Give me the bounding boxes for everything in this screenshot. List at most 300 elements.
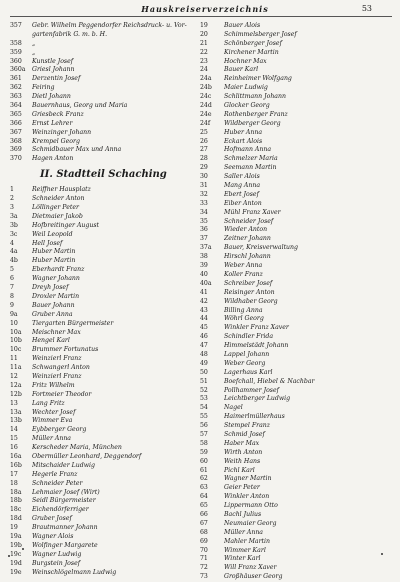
entry-name: Mitschaider Ludwig (32, 461, 95, 469)
entry-row (10, 284, 192, 293)
entry-number: 357 (10, 22, 22, 29)
entry-number: 38 (200, 253, 208, 261)
entry-name: Schreiber Josef (224, 279, 273, 287)
entry-name: Haber Max (224, 439, 260, 447)
entry-row (200, 22, 390, 31)
entry-name: Eckart Alois (224, 137, 263, 145)
entry-name: Wechter Josef (32, 408, 76, 416)
entry-number: 53 (200, 395, 208, 403)
entry-number: 358 (10, 39, 22, 47)
entry-name: Kerscheder Maria, München (32, 444, 122, 452)
entry-name: Eberhardt Franz (32, 266, 85, 274)
entry-number: 1 (10, 186, 14, 194)
entry-name: Kunstle Josef (32, 57, 74, 65)
entry-row (10, 489, 192, 498)
entry-number: 55 (200, 413, 208, 421)
entry-row (200, 298, 390, 307)
entry-row (200, 164, 390, 173)
entry-row (200, 547, 390, 556)
entry-row (200, 218, 390, 227)
entry-row (200, 191, 390, 200)
entry-number: 10a (10, 328, 22, 336)
scan-speck (381, 553, 383, 555)
entry-number: 42 (200, 297, 208, 305)
entry-row (200, 333, 390, 342)
entry-number: 360a (10, 66, 26, 74)
entry-name: Schneider Josef (224, 217, 274, 225)
entry-name: Huber Anna (224, 128, 263, 136)
right-main-list (200, 22, 390, 582)
entry-row (200, 529, 390, 538)
entry-name: Stempel Franz (224, 422, 271, 430)
entry-name: Hegerle Franz (32, 470, 78, 478)
entry-name: Wimmer Eva (32, 417, 73, 425)
entry-row (200, 75, 390, 84)
entry-row (200, 458, 390, 467)
scan-speck (22, 548, 24, 550)
entry-name: Tiergarten Bürgermeister (32, 319, 114, 327)
entry-number: 11 (10, 355, 18, 363)
entry-number: 3a (10, 212, 18, 220)
entry-number: 37a (200, 244, 212, 252)
entry-row (10, 311, 192, 320)
entry-name: Bauer, Kreisverwaltung (224, 244, 298, 252)
entry-number: 24e (200, 110, 212, 118)
entry-row (200, 253, 390, 262)
entry-name: Mahler Martin (224, 537, 271, 545)
entry-name: Löllinger Peter (32, 204, 79, 212)
entry-number: 56 (200, 422, 208, 430)
entry-name: Griesbeck Franz (32, 110, 84, 118)
entry-row (200, 369, 390, 378)
entry-row (10, 337, 192, 346)
entry-name: Meischner Max (32, 328, 81, 336)
entry-number: 36 (200, 226, 208, 234)
entry-name: Haimerlmüllerhaus (224, 413, 285, 421)
entry-name: Krempel Georg (32, 137, 80, 145)
entry-row (200, 200, 390, 209)
entry-name: Derzentin Josef (32, 75, 81, 83)
entry-row (10, 275, 192, 284)
entry-row (10, 58, 192, 67)
entry-number: 367 (10, 128, 22, 136)
entry-number: 52 (200, 386, 208, 394)
entry-row (200, 449, 390, 458)
entry-number: 16 (10, 444, 18, 452)
entry-name: Obermüller Leonhard, Deggendorf (32, 452, 142, 460)
entry-row (10, 364, 192, 373)
entry-name: Himmelstädt Johann (224, 342, 289, 350)
right-column (200, 22, 390, 582)
entry-name: Koller Franz (224, 270, 263, 278)
entry-name: Schmelzer Maria (224, 155, 278, 163)
entry-row (10, 146, 192, 155)
entry-name: Lappel Johann (224, 350, 270, 358)
entry-number: 28 (200, 155, 208, 163)
entry-number: 12b (10, 390, 22, 398)
entry-number: 25 (200, 128, 208, 136)
entry-name: Hagen Anton (32, 155, 74, 163)
entry-number: 10c (10, 346, 22, 354)
entry-name: Kirchener Martin (224, 48, 279, 56)
entry-number: 26 (200, 137, 208, 145)
entry-name: Lang Fritz (32, 399, 65, 407)
entry-row (200, 502, 390, 511)
entry-row (10, 195, 192, 204)
entry-number: 66 (200, 510, 208, 518)
entry-number: 67 (200, 519, 208, 527)
entry-row (200, 467, 390, 476)
entry-number: 366 (10, 119, 22, 127)
entry-name: Weinschlögelmann Ludwig (32, 568, 117, 576)
entry-name: Weith Hans (224, 457, 261, 465)
entry-number: 369 (10, 146, 22, 154)
entry-name: Reinheimer Wolfgang (224, 75, 292, 83)
entry-name: Mang Anna (224, 182, 261, 190)
entry-name: Bauernhaus, Georg und Maria (32, 102, 128, 110)
entry-number: 16a (10, 452, 22, 460)
entry-number: 65 (200, 502, 208, 510)
entry-number: 40 (200, 270, 208, 278)
entry-name: Lehmaier Josef (Wirt) (32, 488, 100, 496)
entry-name: Gruber Josef (32, 515, 72, 523)
entry-number: 12 (10, 372, 18, 380)
entry-name: Gebr. Wilhelm Peggendorfer Reichsdruck- u. Vor- (32, 22, 187, 29)
entry-name: Winkler Franz Xaver (224, 324, 289, 332)
entry-number: 19c (10, 550, 22, 558)
entry-number: 24c (200, 93, 212, 101)
entry-number: 47 (200, 342, 208, 350)
entry-row (200, 440, 390, 449)
entry-name: Hochner Max (224, 57, 267, 65)
entry-name: Weinzierl Franz (32, 372, 82, 380)
entry-number: 22 (200, 48, 208, 56)
entry-row (10, 186, 192, 195)
entry-row (10, 426, 192, 435)
entry-number: 363 (10, 93, 22, 101)
entry-row (10, 506, 192, 515)
entry-number: 35 (200, 217, 208, 225)
entry-row (10, 417, 192, 426)
entry-name: Wildberger Georg (224, 119, 281, 127)
entry-name: Hofbreitinger August (32, 221, 100, 229)
entry-row (200, 138, 390, 147)
entry-row (10, 462, 192, 471)
entry-number: 33 (200, 199, 208, 207)
entry-name: Weil Leopold (32, 230, 73, 238)
entry-name: Glocker Georg (224, 102, 270, 110)
entry-row (200, 289, 390, 298)
entry-name: Weber Georg (224, 359, 266, 367)
entry-row (200, 360, 390, 369)
entry-row (10, 231, 192, 240)
entry-row (10, 480, 192, 489)
header-title: Hauskreiserverzeichnis (141, 4, 269, 14)
entry-number: 68 (200, 528, 208, 536)
entry-name: Eichendörferriger (32, 506, 89, 514)
entry-number: 48 (200, 350, 208, 358)
entry-name: Großhäuser Georg (224, 573, 283, 581)
entry-number: 3 (10, 204, 14, 212)
section-title: II. Stadtteil Schaching (40, 169, 167, 181)
entry-number: 24a (200, 75, 212, 83)
entry-number: 61 (200, 466, 208, 474)
entry-number: 30 (200, 173, 208, 181)
entry-row (200, 129, 390, 138)
entry-row (200, 280, 390, 289)
entry-name: Wagner Johann (32, 275, 80, 283)
entry-name: Bauer Alois (224, 22, 261, 29)
entry-number: 17 (10, 470, 18, 478)
entry-row (10, 22, 192, 31)
entry-row (200, 120, 390, 129)
entry-row (10, 453, 192, 462)
entry-row (200, 84, 390, 93)
entry-number: 58 (200, 439, 208, 447)
entry-row (200, 58, 390, 67)
entry-name: Weinzinger Johann (32, 128, 92, 136)
entry-row (10, 542, 192, 551)
entry-name: Geier Peter (224, 484, 260, 492)
entry-row (200, 235, 390, 244)
entry-row (200, 404, 390, 413)
entry-row (10, 524, 192, 533)
entry-name: Müller Anna (224, 528, 263, 536)
entry-number: 6 (10, 275, 14, 283)
entry-row (200, 271, 390, 280)
entry-number: 27 (200, 146, 208, 154)
entry-name: Rothenberger Franz (224, 110, 288, 118)
entry-row (10, 66, 192, 75)
entry-row (200, 422, 390, 431)
entry-row (10, 31, 192, 40)
entry-row (200, 538, 390, 547)
entry-row (200, 209, 390, 218)
entry-row (10, 560, 192, 569)
left-main-list (10, 186, 192, 577)
entry-row (200, 573, 390, 582)
entry-row (200, 40, 390, 49)
header-rule (10, 16, 392, 17)
page-number: 53 (361, 4, 372, 13)
entry-name: Wirth Anton (224, 448, 263, 456)
entry-number: 24 (200, 66, 208, 74)
entry-number: 19d (10, 559, 22, 567)
entry-number: 50 (200, 368, 208, 376)
entry-name: Wagner Martin (224, 475, 272, 483)
entry-name: Brummer Fortunatus (32, 346, 99, 354)
entry-row (10, 248, 192, 257)
entry-name: Maier Ludwig (224, 84, 268, 92)
entry-row (10, 129, 192, 138)
entry-number: 44 (200, 315, 208, 323)
entry-number: 4a (10, 248, 18, 256)
entry-row (200, 555, 390, 564)
entry-name: Weinzierl Franz (32, 355, 82, 363)
entry-number: 37 (200, 235, 208, 243)
entry-name: Schwangerl Anton (32, 364, 90, 372)
entry-name: Fortmeier Theodor (32, 390, 92, 398)
entry-number: 41 (200, 288, 208, 296)
entry-row (10, 391, 192, 400)
entry-name: Gruber Anna (32, 310, 73, 318)
entry-row (10, 569, 192, 578)
entry-row (10, 155, 192, 164)
entry-name: „ (32, 48, 36, 56)
entry-name: Feiring (32, 84, 55, 92)
entry-name: Wagner Alois (32, 532, 74, 540)
entry-row (10, 329, 192, 338)
entry-name: Mühl Franz Xaver (224, 208, 281, 216)
entry-row (10, 551, 192, 560)
entry-number: 19 (10, 524, 18, 532)
entry-row (10, 409, 192, 418)
entry-number: 18 (10, 479, 18, 487)
entry-row (200, 262, 390, 271)
entry-name: Dietl Johann (32, 93, 71, 101)
entry-number: 5 (10, 266, 14, 274)
entry-name: Hell Josef (32, 239, 63, 247)
entry-name: Weber Anna (224, 262, 263, 270)
entry-number: 15 (10, 435, 18, 443)
entry-number: 18b (10, 497, 22, 505)
entry-row (200, 182, 390, 191)
entry-number: 20 (200, 30, 208, 38)
entry-name: „ (32, 39, 36, 47)
entry-number: 51 (200, 377, 208, 385)
entry-name: Schlittmann Johann (224, 93, 286, 101)
left-top-list (10, 22, 192, 164)
entry-number: 32 (200, 190, 208, 198)
entry-row (200, 431, 390, 440)
entry-row (200, 155, 390, 164)
entry-row (10, 93, 192, 102)
entry-name: Wimmer Karl (224, 546, 266, 554)
entry-number: 10 (10, 319, 18, 327)
entry-name: Schneider Peter (32, 479, 83, 487)
entry-name: Billing Anna (224, 306, 263, 314)
entry-name: Müller Anna (32, 435, 71, 443)
left-column (10, 22, 192, 577)
entry-name: Schmid Josef (224, 430, 265, 438)
entry-row (200, 511, 390, 520)
entry-name: Pichl Karl (224, 466, 255, 474)
entry-number: 45 (200, 324, 208, 332)
entry-name: Ebert Josef (224, 190, 259, 198)
entry-row (10, 355, 192, 364)
entry-name: Schönberger Josef (224, 39, 282, 47)
entry-number: 46 (200, 333, 208, 341)
entry-number: 18a (10, 488, 22, 496)
entry-row (10, 138, 192, 147)
entry-row (200, 520, 390, 529)
entry-row (200, 475, 390, 484)
entry-row (10, 102, 192, 111)
entry-row (200, 31, 390, 40)
entry-name: Dietmaier Jakob (32, 212, 83, 220)
entry-row (10, 204, 192, 213)
entry-name: Ernst Lehrer (32, 119, 73, 127)
entry-number: 49 (200, 359, 208, 367)
entry-row (10, 111, 192, 120)
entry-name: Hengel Karl (32, 337, 70, 345)
entry-number: 360 (10, 57, 22, 65)
entry-name: Eybberger Georg (32, 426, 87, 434)
entry-name: Huber Martin (32, 248, 76, 256)
entry-number: 19e (10, 568, 22, 576)
entry-name: Bauer Karl (224, 66, 259, 74)
entry-name: Burgstein Josef (32, 559, 81, 567)
entry-number: 73 (200, 573, 208, 581)
entry-number: 13a (10, 408, 22, 416)
entry-number: 7 (10, 284, 14, 292)
entry-number: 62 (200, 475, 208, 483)
entry-number: 8 (10, 292, 14, 300)
entry-number: 59 (200, 448, 208, 456)
entry-name: Wieder Anton (224, 226, 268, 234)
entry-name: Seidl Bürgermeister (32, 497, 96, 505)
entry-number: 4b (10, 257, 18, 265)
entry-row (200, 324, 390, 333)
entry-number: 13b (10, 417, 22, 425)
entry-number: 72 (200, 564, 208, 572)
entry-name: Huber Martin (32, 257, 76, 265)
entry-number: 14 (10, 426, 18, 434)
entry-row (10, 49, 192, 58)
entry-number: 9 (10, 301, 14, 309)
entry-row (200, 484, 390, 493)
entry-number: 364 (10, 102, 22, 110)
entry-name: Winkler Anton (224, 493, 270, 501)
entry-row (200, 102, 390, 111)
entry-number: 23 (200, 57, 208, 65)
entry-name: Bauer Johann (32, 301, 75, 309)
entry-name: Schmidbauer Max und Anna (32, 146, 122, 154)
entry-row (200, 315, 390, 324)
entry-number: 71 (200, 555, 208, 563)
entry-row (200, 307, 390, 316)
entry-row (10, 257, 192, 266)
entry-row (10, 120, 192, 129)
entry-number: 362 (10, 84, 22, 92)
entry-row (10, 515, 192, 524)
entry-row (10, 213, 192, 222)
entry-number: 370 (10, 155, 22, 163)
entry-name: Leichtberger Ludwig (224, 395, 291, 403)
entry-row (10, 497, 192, 506)
entry-number: 21 (200, 39, 208, 47)
entry-row (200, 378, 390, 387)
entry-row (10, 266, 192, 275)
entry-number: 361 (10, 75, 22, 83)
entry-name: Saller Alois (224, 173, 260, 181)
entry-name: gartenfabrik G. m. b. H. (32, 30, 108, 38)
entry-row (10, 373, 192, 382)
entry-number: 18c (10, 506, 22, 514)
entry-number: 13 (10, 399, 18, 407)
entry-number: 31 (200, 182, 208, 190)
entry-row (200, 395, 390, 404)
entry-row (200, 351, 390, 360)
entry-row (10, 471, 192, 480)
entry-number: 24b (200, 84, 212, 92)
entry-row (200, 146, 390, 155)
entry-row (200, 111, 390, 120)
entry-number: 18d (10, 515, 22, 523)
entry-name: Bachl Julius (224, 510, 262, 518)
entry-row (200, 413, 390, 422)
entry-number: 34 (200, 208, 208, 216)
